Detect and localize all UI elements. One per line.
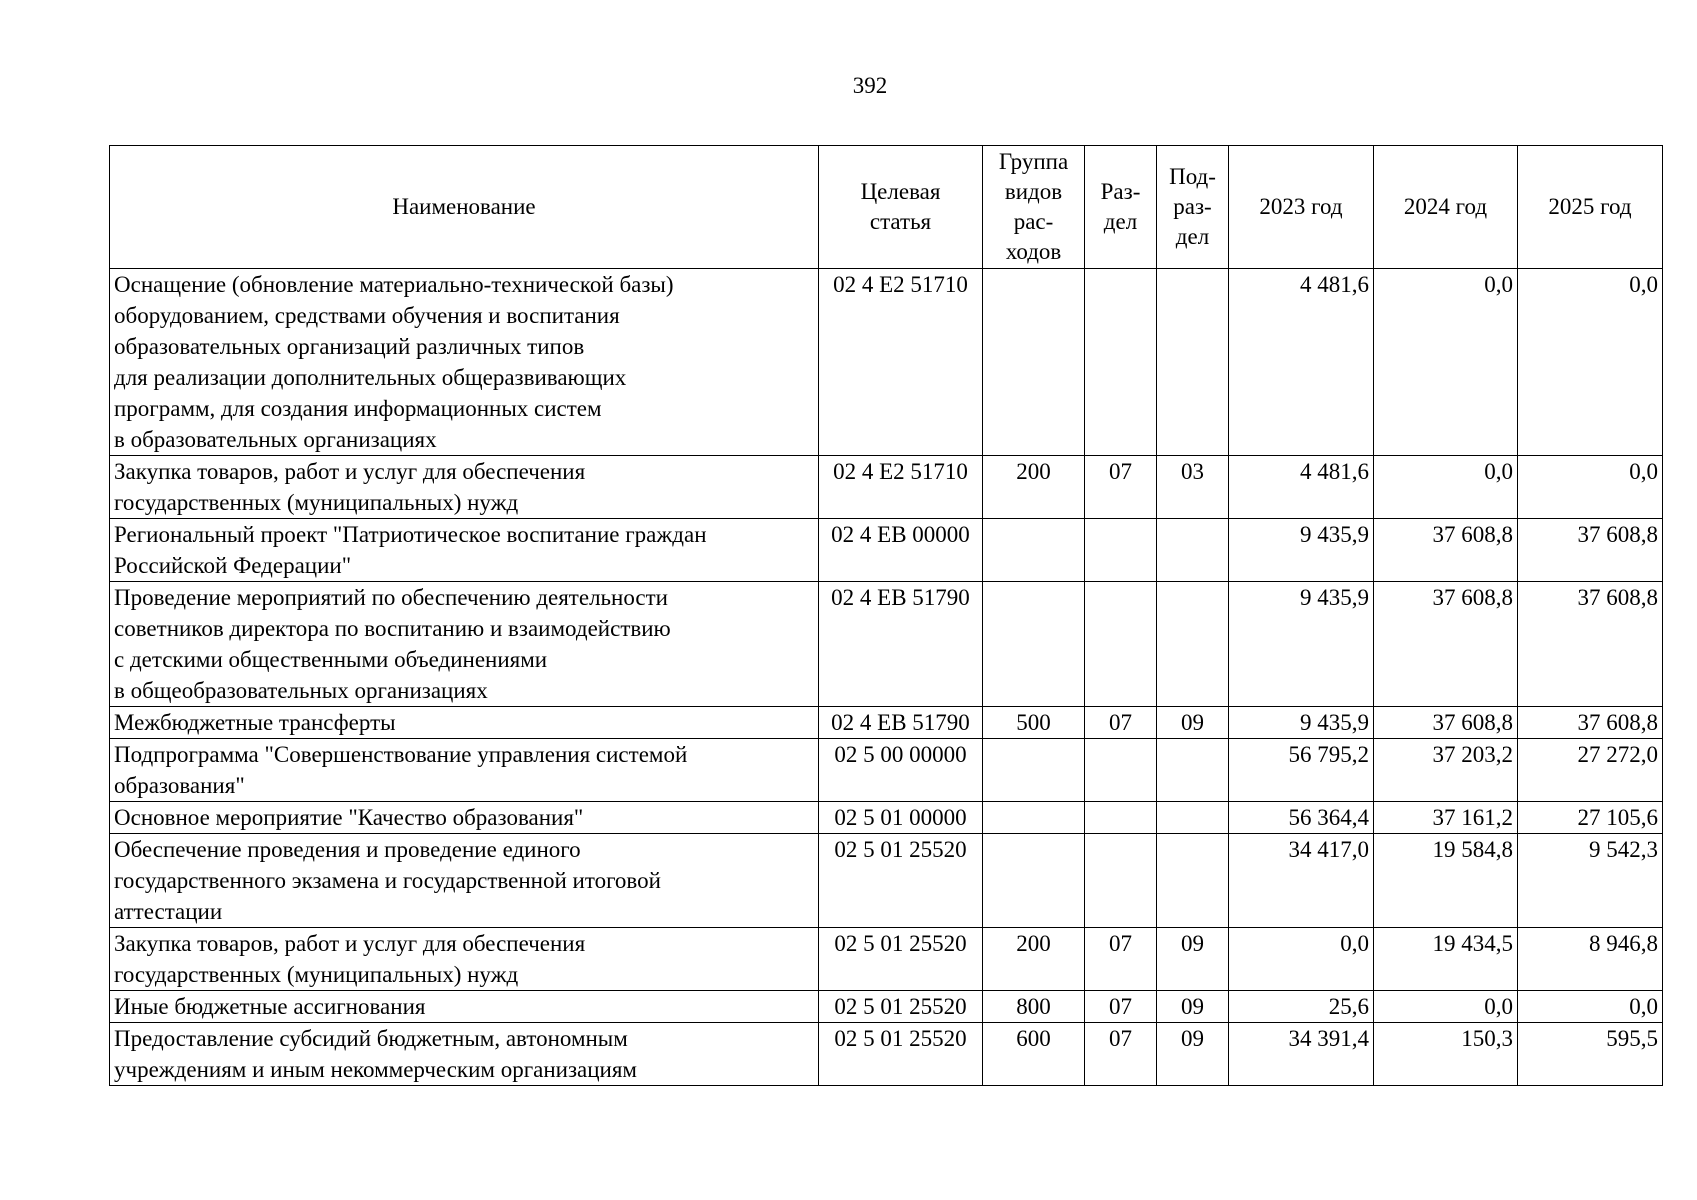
cell-name-line: Основное мероприятие "Качество образования" <box>114 805 584 830</box>
cell-section <box>1085 519 1157 582</box>
cell-2023: 4 481,6 <box>1229 456 1374 519</box>
table-row <box>110 802 1663 834</box>
cell-2025: 9 542,3 <box>1518 834 1663 928</box>
cell-2024: 0,0 <box>1374 456 1518 519</box>
header-section <box>1085 146 1157 269</box>
cell-2024: 19 584,8 <box>1374 834 1518 928</box>
cell-name-line: Проведение мероприятий по обеспечению деятельности <box>114 585 668 610</box>
cell-group: 500 <box>983 707 1085 739</box>
cell-2023: 34 391,4 <box>1229 1023 1374 1086</box>
cell-2023: 0,0 <box>1229 928 1374 991</box>
cell-2024: 37 608,8 <box>1374 707 1518 739</box>
header-subsection-line: раз- <box>1173 194 1212 219</box>
table-row <box>110 991 1663 1023</box>
table-row <box>110 1023 1663 1086</box>
cell-name <box>110 834 819 928</box>
cell-target: 02 5 01 00000 <box>819 802 983 834</box>
cell-2025: 595,5 <box>1518 1023 1663 1086</box>
cell-name-line: Предоставление субсидий бюджетным, автономным <box>114 1026 628 1051</box>
header-target-line: Целевая <box>860 179 941 204</box>
cell-2024: 37 203,2 <box>1374 739 1518 802</box>
cell-target: 02 4 EB 00000 <box>819 519 983 582</box>
header-target-line: статья <box>869 209 932 234</box>
cell-subsection <box>1157 834 1229 928</box>
cell-name <box>110 1023 819 1086</box>
cell-name <box>110 991 819 1023</box>
header-2023: 2023 год <box>1229 146 1374 269</box>
cell-target: 02 5 01 25520 <box>819 1023 983 1086</box>
cell-name-line: учреждениям и иным некоммерческим организациям <box>114 1057 637 1082</box>
cell-2023: 56 795,2 <box>1229 739 1374 802</box>
header-target <box>819 146 983 269</box>
cell-group <box>983 802 1085 834</box>
cell-name <box>110 582 819 707</box>
cell-name-line: Оснащение (обновление материально-технической базы) <box>114 272 674 297</box>
cell-section <box>1085 802 1157 834</box>
cell-group <box>983 834 1085 928</box>
cell-2025: 0,0 <box>1518 269 1663 456</box>
cell-name <box>110 519 819 582</box>
header-row <box>110 146 1663 269</box>
cell-group <box>983 519 1085 582</box>
cell-2024: 0,0 <box>1374 269 1518 456</box>
cell-2024: 19 434,5 <box>1374 928 1518 991</box>
header-group-line: видов <box>1004 179 1063 204</box>
cell-name-line: Закупка товаров, работ и услуг для обеспечения <box>114 931 586 956</box>
cell-subsection: 09 <box>1157 707 1229 739</box>
cell-group <box>983 269 1085 456</box>
cell-subsection <box>1157 739 1229 802</box>
cell-subsection <box>1157 582 1229 707</box>
header-2025: 2025 год <box>1518 146 1663 269</box>
cell-subsection: 09 <box>1157 928 1229 991</box>
table-body <box>110 269 1663 1086</box>
cell-group <box>983 739 1085 802</box>
header-section-line: Раз- <box>1100 179 1141 204</box>
cell-2025: 37 608,8 <box>1518 582 1663 707</box>
cell-2023: 9 435,9 <box>1229 707 1374 739</box>
cell-name-line: образования" <box>114 773 245 798</box>
cell-target: 02 4 EB 51790 <box>819 707 983 739</box>
table-row <box>110 582 1663 707</box>
cell-2023: 9 435,9 <box>1229 519 1374 582</box>
cell-section: 07 <box>1085 707 1157 739</box>
cell-name-line: Региональный проект "Патриотическое воспитание граждан <box>114 522 707 547</box>
header-name: Наименование <box>110 146 819 269</box>
header-subsection <box>1157 146 1229 269</box>
header-subsection-line: дел <box>1175 224 1210 249</box>
cell-name-line: в образовательных организациях <box>114 427 437 452</box>
cell-2025: 27 272,0 <box>1518 739 1663 802</box>
cell-section: 07 <box>1085 1023 1157 1086</box>
cell-name-line: Подпрограмма "Совершенствование управления системой <box>114 742 688 767</box>
cell-section: 07 <box>1085 456 1157 519</box>
header-subsection-line: Под- <box>1169 164 1216 189</box>
table-row <box>110 269 1663 456</box>
cell-subsection <box>1157 269 1229 456</box>
budget-table <box>109 145 1663 1086</box>
cell-name-line: Закупка товаров, работ и услуг для обеспечения <box>114 459 586 484</box>
cell-subsection: 03 <box>1157 456 1229 519</box>
cell-group: 200 <box>983 456 1085 519</box>
cell-name <box>110 802 819 834</box>
cell-target: 02 5 01 25520 <box>819 991 983 1023</box>
table-row <box>110 928 1663 991</box>
cell-name-line: оборудованием, средствами обучения и воспитания <box>114 303 620 328</box>
cell-2023: 4 481,6 <box>1229 269 1374 456</box>
cell-name <box>110 739 819 802</box>
cell-subsection <box>1157 519 1229 582</box>
cell-section <box>1085 739 1157 802</box>
cell-group: 800 <box>983 991 1085 1023</box>
header-group-line: ходов <box>1005 239 1062 264</box>
table-row <box>110 456 1663 519</box>
cell-name-line: Российской Федерации" <box>114 553 352 578</box>
cell-name <box>110 456 819 519</box>
cell-2024: 37 608,8 <box>1374 519 1518 582</box>
cell-subsection: 09 <box>1157 991 1229 1023</box>
cell-name-line: для реализации дополнительных общеразвивающих <box>114 365 627 390</box>
cell-name-line: аттестации <box>114 899 223 924</box>
cell-group <box>983 582 1085 707</box>
cell-2023: 56 364,4 <box>1229 802 1374 834</box>
cell-name-line: Иные бюджетные ассигнования <box>114 994 426 1019</box>
cell-name-line: программ, для создания информационных систем <box>114 396 602 421</box>
cell-section: 07 <box>1085 991 1157 1023</box>
cell-name <box>110 707 819 739</box>
table-row <box>110 519 1663 582</box>
cell-2023: 9 435,9 <box>1229 582 1374 707</box>
table-row <box>110 834 1663 928</box>
header-group <box>983 146 1085 269</box>
header-2024: 2024 год <box>1374 146 1518 269</box>
table-row <box>110 739 1663 802</box>
cell-2024: 150,3 <box>1374 1023 1518 1086</box>
cell-name-line: Обеспечение проведения и проведение единого <box>114 837 581 862</box>
header-group-line: Группа <box>998 149 1069 174</box>
cell-section <box>1085 834 1157 928</box>
cell-name <box>110 269 819 456</box>
cell-name-line: с детскими общественными объединениями <box>114 647 548 672</box>
cell-name-line: Межбюджетные трансферты <box>114 710 396 735</box>
cell-name <box>110 928 819 991</box>
cell-2025: 0,0 <box>1518 456 1663 519</box>
cell-group: 200 <box>983 928 1085 991</box>
cell-2025: 37 608,8 <box>1518 707 1663 739</box>
cell-name-line: государственных (муниципальных) нужд <box>114 490 519 515</box>
cell-2023: 34 417,0 <box>1229 834 1374 928</box>
cell-group: 600 <box>983 1023 1085 1086</box>
cell-name-line: образовательных организаций различных типов <box>114 334 585 359</box>
header-section-line: дел <box>1103 209 1138 234</box>
cell-2024: 0,0 <box>1374 991 1518 1023</box>
cell-subsection: 09 <box>1157 1023 1229 1086</box>
page-number: 392 <box>852 73 888 98</box>
cell-target: 02 4 E2 51710 <box>819 269 983 456</box>
table-row <box>110 707 1663 739</box>
cell-2025: 8 946,8 <box>1518 928 1663 991</box>
cell-target: 02 5 00 00000 <box>819 739 983 802</box>
cell-target: 02 5 01 25520 <box>819 928 983 991</box>
cell-name-line: государственного экзамена и государственной итоговой <box>114 868 661 893</box>
cell-name-line: государственных (муниципальных) нужд <box>114 962 519 987</box>
cell-section <box>1085 582 1157 707</box>
cell-2025: 0,0 <box>1518 991 1663 1023</box>
cell-2025: 27 105,6 <box>1518 802 1663 834</box>
cell-name-line: в общеобразовательных организациях <box>114 678 488 703</box>
cell-target: 02 4 E2 51710 <box>819 456 983 519</box>
cell-name-line: советников директора по воспитанию и взаимодействию <box>114 616 671 641</box>
cell-subsection <box>1157 802 1229 834</box>
header-group-line: рас- <box>1013 209 1054 234</box>
cell-section: 07 <box>1085 928 1157 991</box>
cell-target: 02 5 01 25520 <box>819 834 983 928</box>
cell-2023: 25,6 <box>1229 991 1374 1023</box>
cell-target: 02 4 EB 51790 <box>819 582 983 707</box>
cell-section <box>1085 269 1157 456</box>
cell-2025: 37 608,8 <box>1518 519 1663 582</box>
cell-2024: 37 608,8 <box>1374 582 1518 707</box>
cell-2024: 37 161,2 <box>1374 802 1518 834</box>
